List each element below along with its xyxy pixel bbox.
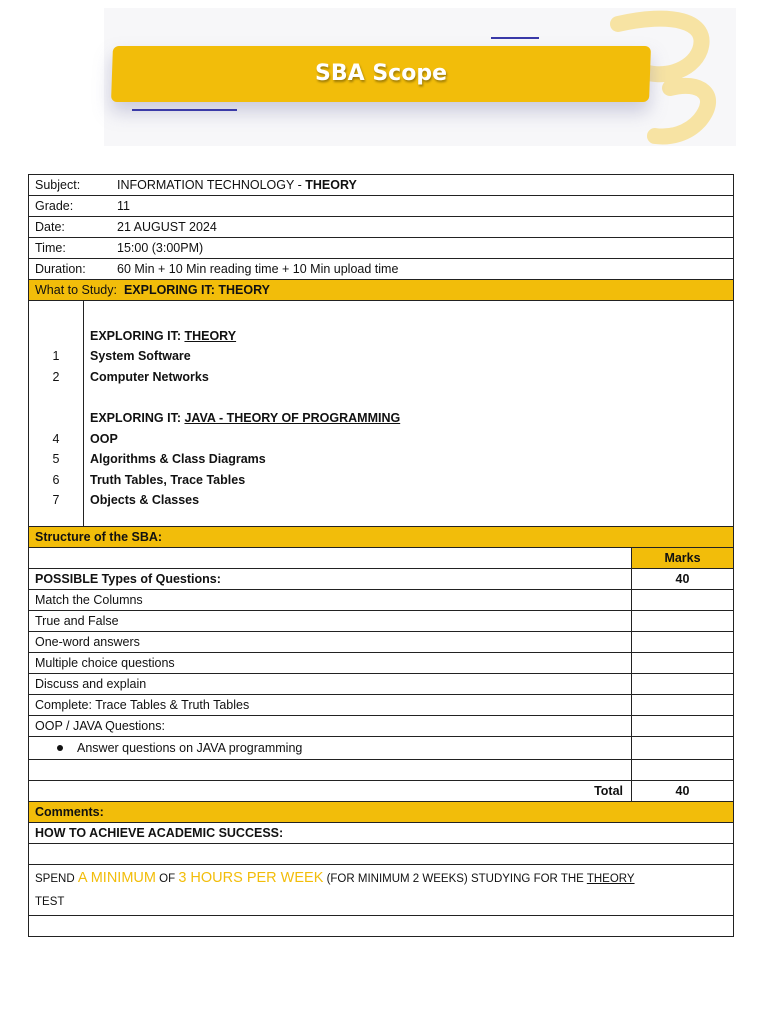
decorative-line — [132, 109, 237, 111]
topic-number: 5 — [52, 452, 60, 467]
date-value: 21 AUGUST 2024 — [117, 220, 217, 234]
total-value: 40 — [632, 781, 734, 802]
marks-header: Marks — [632, 548, 734, 569]
topic-group-heading — [90, 326, 727, 347]
question-type-row — [29, 674, 734, 695]
question-type: True and False — [29, 611, 632, 632]
question-type-row — [29, 716, 734, 737]
topic-number: 4 — [52, 431, 60, 446]
question-type: OOP / JAVA Questions: — [29, 716, 632, 737]
subject-row — [29, 175, 734, 196]
structure-heading-row — [29, 527, 734, 548]
total-row — [29, 781, 734, 802]
grade-value: 11 — [117, 199, 130, 213]
topic-numbers — [29, 301, 84, 527]
topic-group-prefix: EXPLORING IT: — [90, 410, 185, 425]
date-row — [29, 217, 734, 238]
question-type: Discuss and explain — [29, 674, 632, 695]
time-label: Time: — [35, 241, 66, 255]
duration-value: 60 Min + 10 Min reading time + 10 Min upload time — [117, 262, 399, 276]
comments-heading: Comments: — [29, 802, 734, 823]
subject-value: INFORMATION TECHNOLOGY - — [117, 178, 306, 192]
marks-header-row — [29, 548, 734, 569]
sba-scope-table — [28, 174, 734, 937]
advice-text: SPEND — [35, 873, 78, 885]
question-type-row — [29, 590, 734, 611]
blank-row — [29, 916, 734, 937]
question-type-row — [29, 653, 734, 674]
questions-marks: 40 — [632, 569, 734, 590]
success-heading: HOW TO ACHIEVE ACADEMIC SUCCESS: — [29, 823, 734, 844]
topic-item: System Software — [90, 349, 191, 364]
advice-highlight: 3 HOURS PER WEEK — [178, 870, 324, 886]
study-heading-row — [29, 280, 734, 301]
advice-text: TEST — [35, 896, 65, 908]
time-row — [29, 238, 734, 259]
blank-row — [29, 760, 734, 781]
topic-group-title: THEORY — [184, 328, 237, 343]
study-advice — [29, 865, 734, 916]
time-value: 15:00 (3:00PM) — [117, 241, 204, 255]
question-type: Match the Columns — [29, 590, 632, 611]
topic-item: Objects & Classes — [90, 493, 200, 508]
structure-heading: Structure of the SBA: — [29, 527, 734, 548]
bullet-icon — [57, 745, 63, 751]
question-type: One-word answers — [29, 632, 632, 653]
topic-item: Computer Networks — [90, 369, 209, 384]
advice-text: (FOR MINIMUM 2 WEEKS) STUDYING FOR THE — [323, 873, 587, 885]
topic-item: Algorithms & Class Diagrams — [90, 452, 266, 467]
topic-number: 2 — [52, 369, 60, 384]
topic-group-title: JAVA - THEORY OF PROGRAMMING — [184, 410, 401, 425]
duration-label: Duration: — [35, 262, 86, 276]
decorative-line — [491, 37, 539, 39]
question-type: Multiple choice questions — [29, 653, 632, 674]
topic-group-heading — [90, 408, 727, 429]
topic-number: 7 — [52, 493, 60, 508]
advice-underlined: THEORY — [586, 873, 635, 885]
question-type-row — [29, 611, 734, 632]
question-type: Complete: Trace Tables & Truth Tables — [29, 695, 632, 716]
topic-number: 1 — [52, 349, 60, 364]
question-type-row — [29, 695, 734, 716]
total-label: Total — [29, 781, 632, 802]
questions-heading: POSSIBLE Types of Questions: — [29, 569, 632, 590]
grade-row — [29, 196, 734, 217]
bullet-row — [29, 737, 734, 760]
questions-heading-row — [29, 569, 734, 590]
spend-row — [29, 865, 734, 916]
comments-heading-row — [29, 802, 734, 823]
topic-item: OOP — [90, 431, 118, 446]
topics-row — [29, 301, 734, 527]
subject-label: Subject: — [35, 178, 81, 192]
topic-item: Truth Tables, Trace Tables — [90, 472, 246, 487]
bullet-item: Answer questions on JAVA programming — [77, 741, 303, 755]
study-label: What to Study: — [35, 283, 117, 297]
blank-row — [29, 844, 734, 865]
topic-number: 6 — [52, 472, 60, 487]
topic-group-prefix: EXPLORING IT: — [90, 328, 185, 343]
duration-row — [29, 259, 734, 280]
advice-text: OF — [155, 873, 179, 885]
topic-list — [84, 301, 734, 527]
date-label: Date: — [35, 220, 65, 234]
grade-label: Grade: — [35, 199, 74, 213]
advice-highlight: A MINIMUM — [77, 870, 156, 886]
study-value: EXPLORING IT: THEORY — [123, 283, 271, 297]
page-title: SBA Scope — [315, 61, 447, 86]
success-heading-row — [29, 823, 734, 844]
question-type-row — [29, 632, 734, 653]
subject-emphasis: THEORY — [305, 178, 357, 192]
